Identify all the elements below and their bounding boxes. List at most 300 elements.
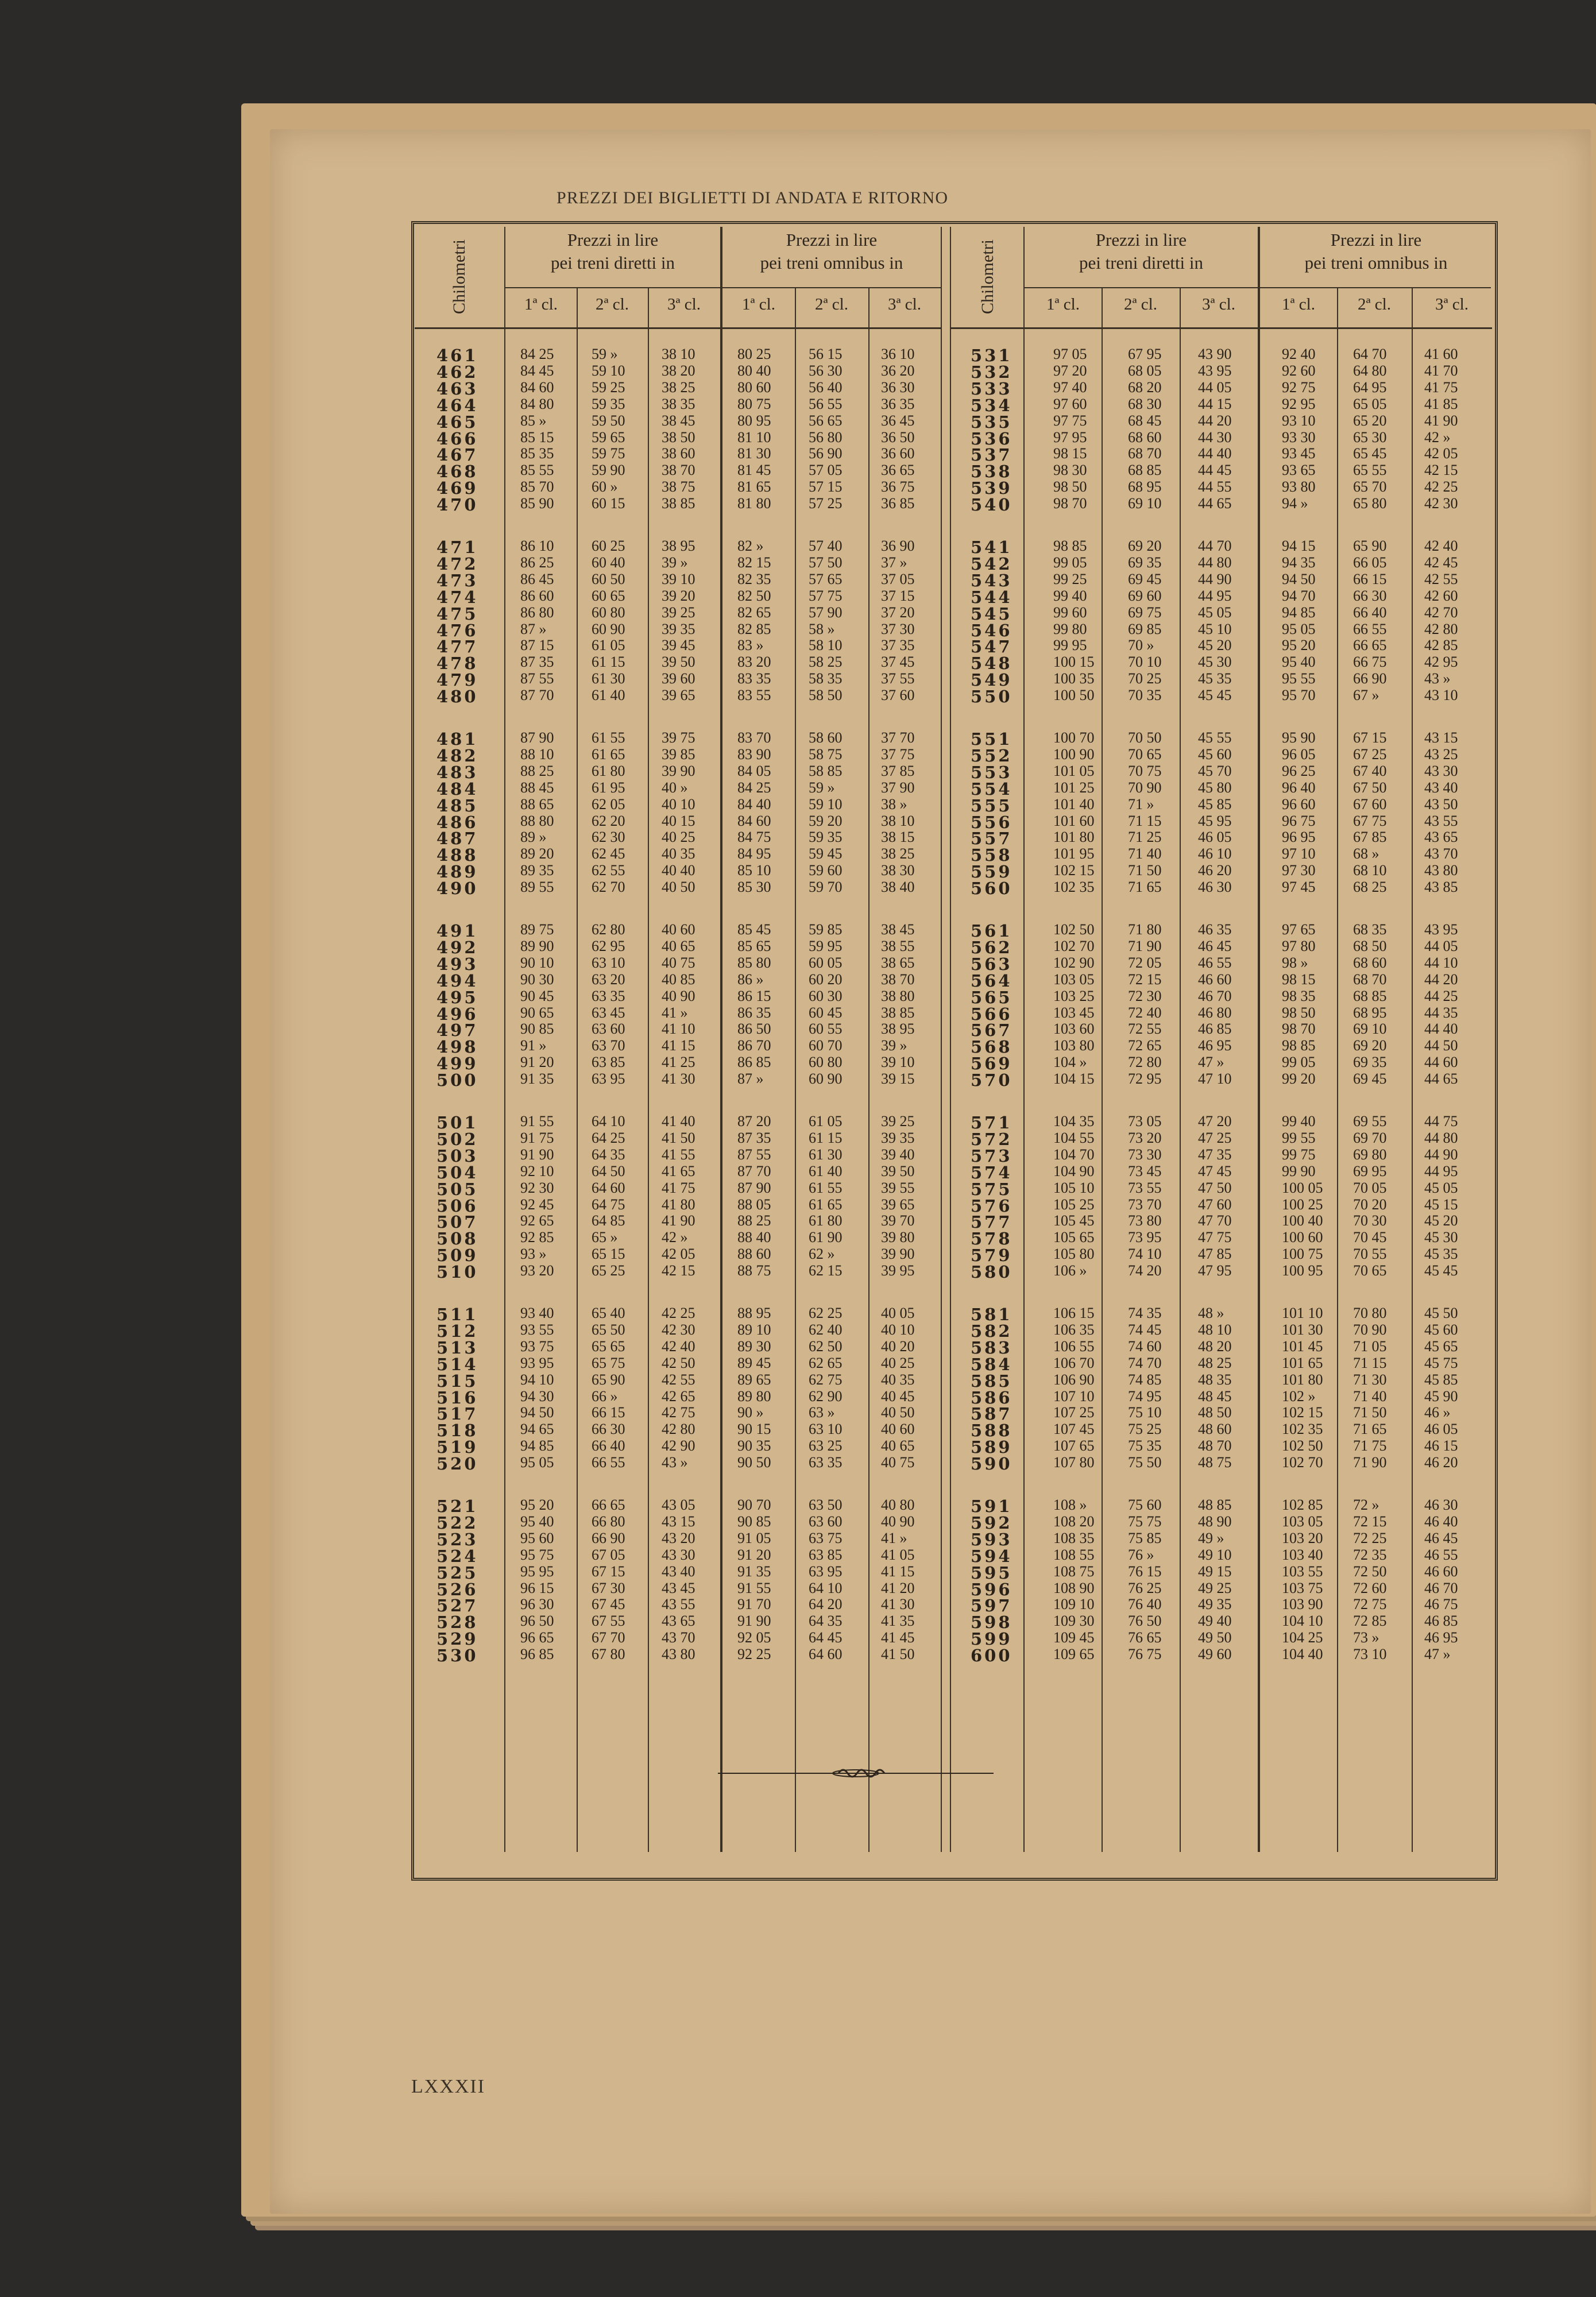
price-cell: 61 15 — [592, 653, 625, 671]
price-cell: 104 90 — [1053, 1162, 1095, 1180]
price-cell: 61 90 — [809, 1229, 843, 1246]
price-cell: 62 50 — [809, 1337, 843, 1355]
price-cell: 71 65 — [1128, 879, 1162, 896]
price-cell: 99 55 — [1282, 1129, 1316, 1146]
km-value: 556 — [971, 812, 1013, 832]
price-cell: 70 65 — [1128, 745, 1162, 763]
price-cell: 60 80 — [592, 604, 625, 621]
price-cell: 89 80 — [737, 1387, 771, 1405]
price-cell: 68 60 — [1128, 428, 1162, 446]
km-value: 507 — [436, 1212, 478, 1232]
km-value: 597 — [971, 1596, 1013, 1616]
price-cell: 72 15 — [1128, 970, 1162, 988]
km-value: 479 — [436, 670, 478, 690]
price-cell: 45 30 — [1424, 1229, 1458, 1246]
price-cell: 58 25 — [809, 653, 843, 671]
price-cell: 101 25 — [1053, 779, 1095, 796]
price-cell: 86 45 — [520, 570, 554, 587]
price-cell: 82 » — [737, 537, 764, 554]
price-cell: 87 » — [520, 620, 547, 637]
price-cell: 76 25 — [1128, 1579, 1162, 1596]
price-cell: 43 » — [662, 1454, 688, 1471]
price-cell: 45 20 — [1198, 637, 1232, 654]
price-cell: 57 25 — [809, 495, 843, 512]
price-cell: 70 45 — [1353, 1229, 1387, 1246]
km-value: 494 — [436, 970, 478, 991]
price-cell: 43 40 — [662, 1563, 695, 1580]
price-cell: 90 15 — [737, 1421, 771, 1438]
price-cell: 40 65 — [662, 937, 695, 954]
price-cell: 39 90 — [662, 762, 695, 779]
price-cell: 101 10 — [1282, 1305, 1323, 1321]
price-cell: 46 85 — [1424, 1612, 1458, 1630]
price-cell: 42 40 — [662, 1337, 695, 1355]
price-cell: 43 95 — [1424, 921, 1458, 938]
price-cell: 67 40 — [1353, 762, 1387, 779]
price-cell: 96 05 — [1282, 745, 1316, 763]
price-cell: 62 95 — [592, 937, 625, 954]
price-cell: 65 90 — [1353, 537, 1387, 554]
price-cell: 46 30 — [1424, 1496, 1458, 1513]
price-cell: 38 » — [881, 795, 907, 813]
header-line: pei treni omnibus in — [1304, 253, 1448, 273]
km-value: 509 — [436, 1246, 478, 1266]
km-value: 578 — [971, 1229, 1013, 1249]
price-cell: 61 65 — [809, 1196, 843, 1213]
price-cell: 60 05 — [809, 954, 843, 971]
price-cell: 56 15 — [809, 346, 843, 362]
price-cell: 49 » — [1198, 1529, 1224, 1546]
price-cell: 64 10 — [809, 1579, 843, 1596]
price-cell: 88 65 — [520, 795, 554, 813]
price-cell: 69 20 — [1353, 1037, 1387, 1054]
price-cell: 57 15 — [809, 478, 843, 496]
price-cell: 49 50 — [1198, 1629, 1232, 1646]
price-cell: 84 60 — [520, 378, 554, 396]
price-cell: 61 15 — [809, 1129, 843, 1146]
price-cell: 68 35 — [1353, 921, 1387, 938]
header-rule — [1025, 287, 1491, 288]
price-cell: 65 » — [592, 1229, 618, 1246]
price-cell: 69 55 — [1353, 1113, 1387, 1130]
km-value: 462 — [436, 362, 478, 382]
price-cell: 38 75 — [662, 478, 695, 496]
price-cell: 42 55 — [662, 1371, 695, 1388]
price-cell: 97 65 — [1282, 921, 1316, 938]
price-cell: 102 70 — [1053, 937, 1095, 954]
price-cell: 61 80 — [592, 762, 625, 779]
divider-col — [648, 287, 649, 1852]
km-value: 480 — [436, 687, 478, 707]
km-value: 571 — [971, 1113, 1013, 1132]
price-cell: 91 90 — [520, 1146, 554, 1163]
price-cell: 94 70 — [1282, 587, 1316, 604]
price-cell: 68 70 — [1353, 970, 1387, 988]
price-cell: 89 90 — [520, 937, 554, 954]
price-cell: 42 05 — [662, 1246, 695, 1263]
km-value: 526 — [436, 1579, 478, 1599]
price-cell: 71 65 — [1353, 1421, 1387, 1438]
price-cell: 61 05 — [809, 1113, 843, 1130]
price-cell: 88 25 — [737, 1212, 771, 1229]
km-header-right: Chilometri — [978, 239, 997, 314]
price-cell: 48 10 — [1198, 1321, 1232, 1338]
price-cell: 36 50 — [881, 428, 915, 446]
class-header: 2ª cl. — [1124, 295, 1157, 314]
price-cell: 68 95 — [1353, 1004, 1387, 1021]
price-cell: 82 85 — [737, 620, 771, 637]
price-cell: 43 30 — [1424, 762, 1458, 779]
price-cell: 103 90 — [1282, 1596, 1323, 1613]
price-cell: 86 » — [737, 970, 764, 988]
price-cell: 71 90 — [1353, 1454, 1387, 1471]
price-cell: 72 60 — [1353, 1579, 1387, 1596]
price-cell: 47 » — [1424, 1646, 1451, 1663]
price-cell: 45 80 — [1198, 779, 1232, 796]
km-value: 579 — [971, 1246, 1013, 1266]
price-cell: 58 35 — [809, 670, 843, 687]
price-cell: 100 60 — [1282, 1229, 1323, 1246]
price-cell: 95 70 — [1282, 687, 1316, 704]
price-cell: 97 10 — [1282, 845, 1316, 863]
price-cell: 70 90 — [1128, 779, 1162, 796]
price-cell: 62 65 — [809, 1354, 843, 1371]
price-cell: 36 75 — [881, 478, 915, 496]
price-cell: 63 35 — [809, 1454, 843, 1471]
price-cell: 44 20 — [1424, 970, 1458, 988]
class-header: 1ª cl. — [1046, 295, 1080, 314]
price-cell: 56 65 — [809, 412, 843, 429]
km-value: 574 — [971, 1162, 1013, 1182]
price-cell: 43 70 — [1424, 845, 1458, 863]
price-cell: 103 05 — [1053, 970, 1095, 988]
price-cell: 72 95 — [1128, 1070, 1162, 1088]
price-cell: 63 70 — [592, 1037, 625, 1054]
price-cell: 49 35 — [1198, 1596, 1232, 1613]
price-cell: 46 40 — [1424, 1513, 1458, 1530]
km-value: 514 — [436, 1354, 478, 1374]
price-cell: 85 70 — [520, 478, 554, 496]
price-cell: 58 50 — [809, 687, 843, 704]
price-cell: 74 85 — [1128, 1371, 1162, 1388]
price-cell: 64 85 — [592, 1212, 625, 1229]
price-cell: 58 85 — [809, 762, 843, 779]
km-value: 523 — [436, 1529, 478, 1549]
price-cell: 93 75 — [520, 1337, 554, 1355]
km-value: 576 — [971, 1196, 1013, 1216]
price-cell: 76 75 — [1128, 1646, 1162, 1663]
price-cell: 69 60 — [1128, 587, 1162, 604]
price-cell: 69 85 — [1128, 620, 1162, 637]
divider-col — [795, 287, 796, 1852]
price-cell: 48 60 — [1198, 1421, 1232, 1438]
price-cell: 92 85 — [520, 1229, 554, 1246]
km-value: 543 — [971, 570, 1013, 590]
price-cell: 39 65 — [662, 687, 695, 704]
price-cell: 67 50 — [1353, 779, 1387, 796]
price-cell: 42 50 — [662, 1354, 695, 1371]
km-value: 589 — [971, 1437, 1013, 1457]
price-cell: 108 90 — [1053, 1579, 1095, 1596]
price-cell: 60 70 — [809, 1037, 843, 1054]
km-value: 493 — [436, 954, 478, 974]
price-cell: 46 70 — [1424, 1579, 1458, 1596]
price-cell: 73 20 — [1128, 1129, 1162, 1146]
price-cell: 107 65 — [1053, 1437, 1095, 1455]
price-cell: 59 90 — [592, 462, 625, 479]
price-cell: 67 30 — [592, 1579, 625, 1596]
price-cell: 58 60 — [809, 729, 843, 746]
price-cell: 95 40 — [1282, 653, 1316, 671]
km-value: 490 — [436, 879, 478, 899]
km-value: 568 — [971, 1037, 1013, 1057]
price-cell: 96 25 — [1282, 762, 1316, 779]
price-cell: 39 20 — [662, 587, 695, 604]
price-cell: 99 20 — [1282, 1070, 1316, 1088]
price-cell: 71 30 — [1353, 1371, 1387, 1388]
price-cell: 42 70 — [1424, 604, 1458, 621]
price-cell: 94 35 — [1282, 554, 1316, 571]
price-cell: 103 20 — [1282, 1529, 1323, 1546]
price-cell: 40 60 — [881, 1421, 915, 1438]
price-cell: 43 50 — [1424, 795, 1458, 813]
price-cell: 84 45 — [520, 362, 554, 379]
price-cell: 65 90 — [592, 1371, 625, 1388]
price-cell: 59 65 — [592, 428, 625, 446]
price-cell: 42 95 — [1424, 653, 1458, 671]
price-cell: 44 05 — [1198, 378, 1232, 396]
price-cell: 107 25 — [1053, 1404, 1095, 1421]
price-cell: 62 25 — [809, 1305, 843, 1321]
price-cell: 70 75 — [1128, 762, 1162, 779]
divider-km-right — [1023, 227, 1025, 1852]
price-cell: 56 30 — [809, 362, 843, 379]
price-cell: 43 20 — [662, 1529, 695, 1546]
price-cell: 42 65 — [662, 1387, 695, 1405]
price-cell: 87 » — [737, 1070, 764, 1088]
price-cell: 38 45 — [881, 921, 915, 938]
km-value: 532 — [971, 362, 1013, 382]
price-cell: 96 50 — [520, 1612, 554, 1630]
price-cell: 48 35 — [1198, 1371, 1232, 1388]
km-value: 582 — [971, 1321, 1013, 1341]
price-cell: 68 30 — [1128, 395, 1162, 412]
price-cell: 100 95 — [1282, 1262, 1323, 1279]
price-cell: 88 75 — [737, 1262, 771, 1279]
price-cell: 45 90 — [1424, 1387, 1458, 1405]
price-cell: 37 75 — [881, 745, 915, 763]
price-cell: 91 20 — [520, 1054, 554, 1071]
price-cell: 106 15 — [1053, 1305, 1095, 1321]
price-cell: 44 15 — [1198, 395, 1232, 412]
price-cell: 48 75 — [1198, 1454, 1232, 1471]
price-cell: 39 » — [662, 554, 688, 571]
price-cell: 41 70 — [1424, 362, 1458, 379]
km-value: 541 — [971, 537, 1013, 557]
km-value: 583 — [971, 1337, 1013, 1358]
price-cell: 41 10 — [662, 1020, 695, 1038]
price-cell: 74 95 — [1128, 1387, 1162, 1405]
price-cell: 38 25 — [662, 378, 695, 396]
price-cell: 73 10 — [1353, 1646, 1387, 1663]
km-value: 513 — [436, 1337, 478, 1358]
price-cell: 67 70 — [592, 1629, 625, 1646]
price-cell: 70 05 — [1353, 1179, 1387, 1196]
price-cell: 69 75 — [1128, 604, 1162, 621]
price-cell: 98 85 — [1053, 537, 1087, 554]
price-cell: 102 35 — [1053, 879, 1095, 896]
price-cell: 94 10 — [520, 1371, 554, 1388]
price-cell: 45 10 — [1198, 620, 1232, 637]
price-cell: 101 40 — [1053, 795, 1095, 813]
km-value: 501 — [436, 1113, 478, 1132]
page-title: PREZZI DEI BIGLIETTI DI ANDATA E RITORNO — [557, 188, 948, 207]
header-line: Prezzi in lire — [1095, 230, 1187, 250]
price-cell: 95 05 — [1282, 620, 1316, 637]
price-cell: 63 95 — [592, 1070, 625, 1088]
divider-diretti-omnibus-right — [1258, 227, 1260, 1852]
divider-km-left — [504, 227, 505, 1852]
price-cell: 44 90 — [1424, 1146, 1458, 1163]
price-cell: 100 05 — [1282, 1179, 1323, 1196]
km-value: 598 — [971, 1612, 1013, 1633]
price-cell: 41 35 — [881, 1612, 915, 1630]
price-cell: 44 25 — [1424, 987, 1458, 1004]
price-cell: 44 35 — [1424, 1004, 1458, 1021]
price-cell: 88 95 — [737, 1305, 771, 1321]
price-cell: 80 25 — [737, 346, 771, 362]
price-cell: 38 60 — [662, 445, 695, 462]
km-value: 533 — [971, 378, 1013, 399]
price-cell: 49 15 — [1198, 1563, 1232, 1580]
price-cell: 86 10 — [520, 537, 554, 554]
price-cell: 40 35 — [662, 845, 695, 863]
km-value: 536 — [971, 428, 1013, 448]
price-cell: 68 70 — [1128, 445, 1162, 462]
price-cell: 104 70 — [1053, 1146, 1095, 1163]
price-cell: 87 55 — [520, 670, 554, 687]
price-cell: 103 25 — [1053, 987, 1095, 1004]
price-cell: 42 90 — [662, 1437, 695, 1455]
price-cell: 100 35 — [1053, 670, 1095, 687]
km-value: 496 — [436, 1004, 478, 1024]
price-cell: 75 85 — [1128, 1529, 1162, 1546]
price-cell: 40 » — [662, 779, 688, 796]
price-cell: 44 60 — [1424, 1054, 1458, 1071]
km-value: 511 — [436, 1305, 478, 1324]
class-header: 2ª cl. — [596, 295, 629, 314]
km-value: 492 — [436, 937, 478, 957]
price-cell: 47 75 — [1198, 1229, 1232, 1246]
price-cell: 45 55 — [1198, 729, 1232, 746]
price-cell: 104 » — [1053, 1054, 1087, 1071]
price-cell: 43 90 — [1198, 346, 1232, 362]
price-cell: 85 55 — [520, 462, 554, 479]
price-cell: 102 50 — [1053, 921, 1095, 938]
price-cell: 91 70 — [737, 1596, 771, 1613]
km-value: 540 — [971, 495, 1013, 515]
price-cell: 43 » — [1424, 670, 1451, 687]
price-cell: 39 45 — [662, 637, 695, 654]
price-cell: 86 80 — [520, 604, 554, 621]
price-cell: 44 50 — [1424, 1037, 1458, 1054]
km-value: 586 — [971, 1387, 1013, 1407]
price-cell: 100 90 — [1053, 745, 1095, 763]
price-cell: 37 70 — [881, 729, 915, 746]
price-cell: 96 15 — [520, 1579, 554, 1596]
price-cell: 39 85 — [662, 745, 695, 763]
price-cell: 43 45 — [662, 1579, 695, 1596]
price-cell: 40 20 — [881, 1337, 915, 1355]
price-cell: 80 60 — [737, 378, 771, 396]
km-value: 487 — [436, 829, 478, 849]
price-cell: 65 80 — [1353, 495, 1387, 512]
price-cell: 101 05 — [1053, 762, 1095, 779]
price-cell: 106 35 — [1053, 1321, 1095, 1338]
price-cell: 39 10 — [662, 570, 695, 587]
km-value: 528 — [436, 1612, 478, 1633]
price-cell: 103 40 — [1282, 1546, 1323, 1563]
price-cell: 102 » — [1282, 1387, 1316, 1405]
price-cell: 75 75 — [1128, 1513, 1162, 1530]
price-cell: 72 75 — [1353, 1596, 1387, 1613]
header-line: Prezzi in lire — [567, 230, 659, 250]
price-cell: 57 90 — [809, 604, 843, 621]
price-cell: 67 60 — [1353, 795, 1387, 813]
price-cell: 100 50 — [1053, 687, 1095, 704]
price-cell: 66 55 — [1353, 620, 1387, 637]
price-cell: 40 75 — [881, 1454, 915, 1471]
price-cell: 97 95 — [1053, 428, 1087, 446]
price-cell: 42 » — [1424, 428, 1451, 446]
price-cell: 94 85 — [520, 1437, 554, 1455]
price-cell: 71 40 — [1353, 1387, 1387, 1405]
km-value: 553 — [971, 762, 1013, 782]
km-value: 473 — [436, 570, 478, 590]
price-cell: 39 60 — [662, 670, 695, 687]
price-cell: 42 80 — [662, 1421, 695, 1438]
price-cell: 40 10 — [881, 1321, 915, 1338]
price-cell: 67 25 — [1353, 745, 1387, 763]
price-cell: 83 20 — [737, 653, 771, 671]
price-cell: 62 55 — [592, 862, 625, 879]
price-cell: 73 80 — [1128, 1212, 1162, 1229]
price-cell: 39 75 — [662, 729, 695, 746]
km-value: 471 — [436, 537, 478, 557]
price-cell: 37 20 — [881, 604, 915, 621]
km-value: 591 — [971, 1496, 1013, 1516]
price-cell: 68 05 — [1128, 362, 1162, 379]
km-value: 519 — [436, 1437, 478, 1457]
price-cell: 65 20 — [1353, 412, 1387, 429]
price-cell: 44 80 — [1198, 554, 1232, 571]
price-cell: 87 20 — [737, 1113, 771, 1130]
price-cell: 62 75 — [809, 1371, 843, 1388]
price-cell: 98 50 — [1053, 478, 1087, 496]
price-cell: 101 95 — [1053, 845, 1095, 863]
price-cell: 59 25 — [592, 378, 625, 396]
price-cell: 75 10 — [1128, 1404, 1162, 1421]
price-cell: 68 85 — [1353, 987, 1387, 1004]
price-cell: 65 50 — [592, 1321, 625, 1338]
price-cell: 71 75 — [1353, 1437, 1387, 1455]
price-cell: 65 45 — [1353, 445, 1387, 462]
price-cell: 95 75 — [520, 1546, 554, 1563]
price-cell: 42 05 — [1424, 445, 1458, 462]
price-cell: 92 65 — [520, 1212, 554, 1229]
price-cell: 48 50 — [1198, 1404, 1232, 1421]
price-cell: 93 30 — [1282, 428, 1316, 446]
